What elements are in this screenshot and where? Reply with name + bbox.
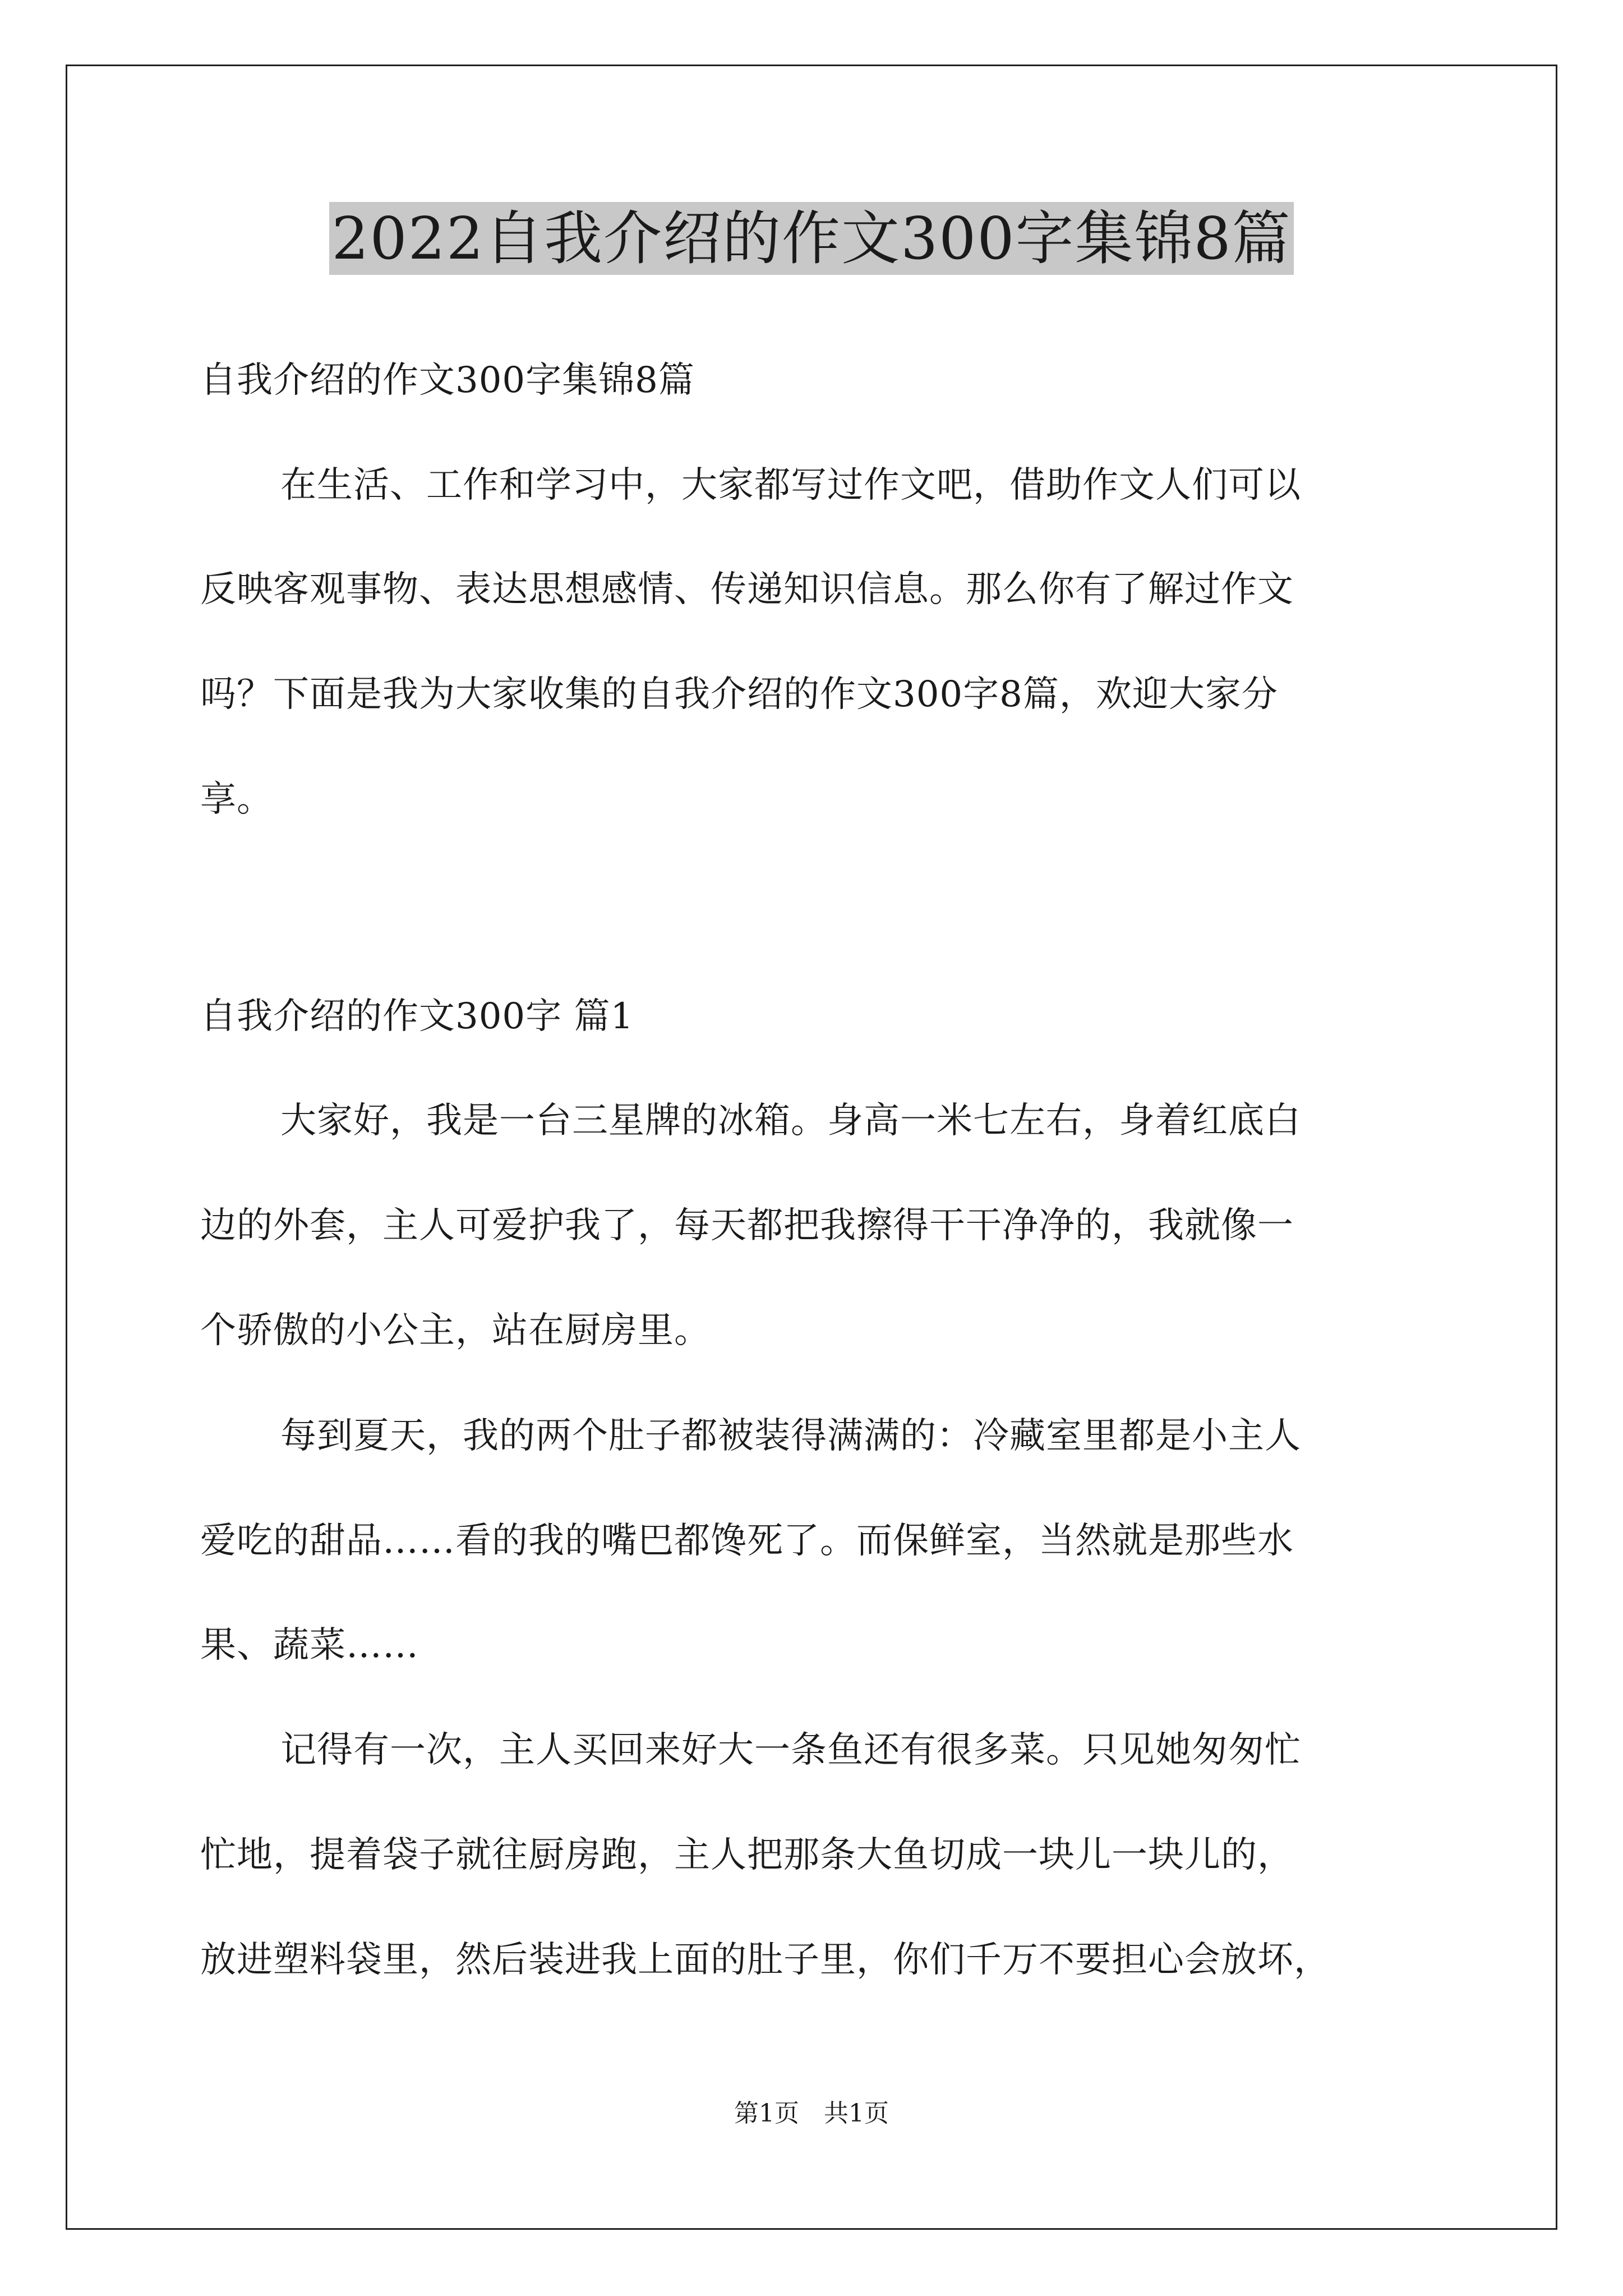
intro-line-3: 吗？下面是我为大家收集的自我介绍的作文300字8篇，欢迎大家分 [200, 674, 1278, 715]
page-footer [0, 2097, 1623, 2131]
paragraph3-line-3: 放进塑料袋里，然后装进我上面的肚子里，你们千万不要担心会放坏， [200, 1939, 1330, 1981]
paragraph1-line-1: 大家好，我是一台三星牌的冰箱。身高一米七左右，身着红底白 [280, 1100, 1301, 1142]
paragraph3-line-1: 记得有一次，主人买回来好大一条鱼还有很多菜。只见她匆匆忙 [280, 1729, 1301, 1771]
paragraph1-line-2: 边的外套，主人可爱护我了，每天都把我擦得干干净净的，我就像一 [200, 1205, 1294, 1246]
section-heading: 自我介绍的作文300字 篇1 [200, 996, 634, 1037]
intro-line-4: 享。 [200, 779, 273, 820]
page-number: 第1页 [734, 2099, 799, 2128]
paragraph2-line-2: 爱吃的甜品……看的我的嘴巴都馋死了。而保鲜室，当然就是那些水 [200, 1520, 1294, 1562]
intro-line-1: 在生活、工作和学习中，大家都写过作文吧，借助作文人们可以 [280, 464, 1301, 506]
document-subtitle: 自我介绍的作文300字集锦8篇 [200, 360, 695, 401]
title-container [0, 202, 1623, 275]
document-title: 2022自我介绍的作文300字集锦8篇 [329, 202, 1293, 275]
paragraph3-line-2: 忙地，提着袋子就往厨房跑，主人把那条大鱼切成一块儿一块儿的， [200, 1834, 1294, 1876]
paragraph2-line-1: 每到夏天，我的两个肚子都被装得满满的：冷藏室里都是小主人 [280, 1415, 1301, 1457]
page-total: 共1页 [824, 2099, 889, 2128]
paragraph2-line-3: 果、蔬菜…… [200, 1625, 419, 1666]
intro-line-2: 反映客观事物、表达思想感情、传递知识信息。那么你有了解过作文 [200, 569, 1294, 610]
paragraph1-line-3: 个骄傲的小公主，站在厨房里。 [200, 1310, 711, 1351]
